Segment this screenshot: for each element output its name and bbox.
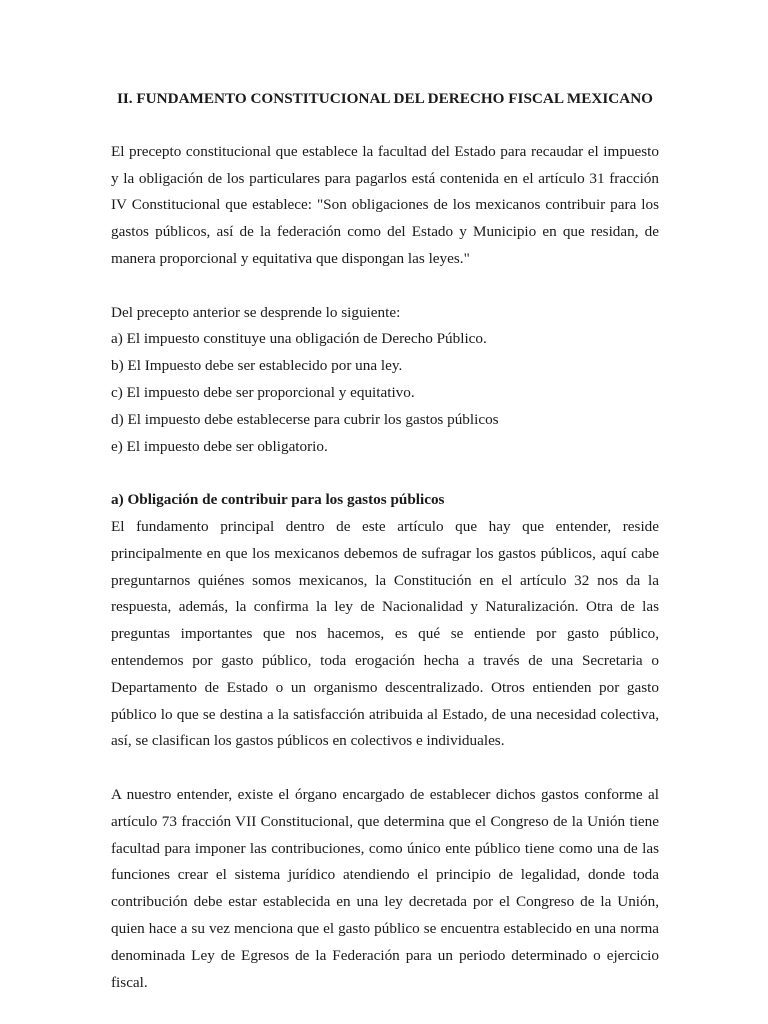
list-intro: Del precepto anterior se desprende lo siguiente: (111, 303, 401, 321)
list-item: d) El impuesto debe establecerse para cubrir los gastos públicos (111, 410, 499, 428)
document-title: II. FUNDAMENTO CONSTITUCIONAL DEL DERECHO FISCAL MEXICANO (116, 90, 653, 107)
list-item: a) El impuesto constituye una obligación de Derecho Público. (111, 330, 487, 348)
list-item: e) El impuesto debe ser obligatorio. (111, 437, 328, 455)
paragraph-congress-authority: A nuestro entender, existe el órgano encargado de establecer dichos gastos conforme al artículo 73 fracción VII Constitucional, que determina que el Congreso de la Unión tiene facultad para imponer las contribuciones, como único ente público tiene como una de las funciones crear el sistema jurídico atendiendo el principio de legalidad, donde toda contribución debe estar establecida en una ley decretada por el Congreso de la Unión, quien hace a su vez menciona que el gasto público se encuentra establecido en una norma denominada Ley de Egresos de la Federación para un periodo determinado o ejercicio fiscal. (111, 785, 659, 991)
tax-characteristics-list (111, 326, 659, 460)
document-page (111, 86, 659, 1023)
section-a-heading: a) Obligación de contribuir para los gastos públicos (111, 491, 445, 509)
list-item: b) El Impuesto debe ser establecido por una ley. (111, 357, 403, 375)
list-item: c) El impuesto debe ser proporcional y equitativo. (111, 383, 415, 401)
paragraph-public-spending: El fundamento principal dentro de este artículo que hay que entender, reside principalmente en que los mexicanos debemos de sufragar los gastos públicos, aquí cabe preguntarnos quiénes somos mexicanos, la Constitución en el artículo 32 nos da la respuesta, además, la confirma la ley de Nacionalidad y Naturalización. Otra de las preguntas importantes que nos hacemos, es qué se entiende por gasto público, entendemos por gasto público, toda erogación hecha a través de una Secretaria o Departamento de Estado o un organismo descentralizado. Otros entienden por gasto público lo que se destina a la satisfacción atribuida al Estado, de una necesidad colectiva, así, se clasifican los gastos públicos en colectivos e individuales. (111, 517, 659, 750)
paragraph-constitutional-precept: El precepto constitucional que establece la facultad del Estado para recaudar el impuesto y la obligación de los particulares para pagarlos está contenida en el artículo 31 fracción IV Constitucional que establece: "Son obligaciones de los mexicanos contribuir para los gastos públicos, así de la federación como del Estado y Municipio en que residan, de manera proporcional y equitativa que dispongan las leyes." (111, 142, 659, 267)
